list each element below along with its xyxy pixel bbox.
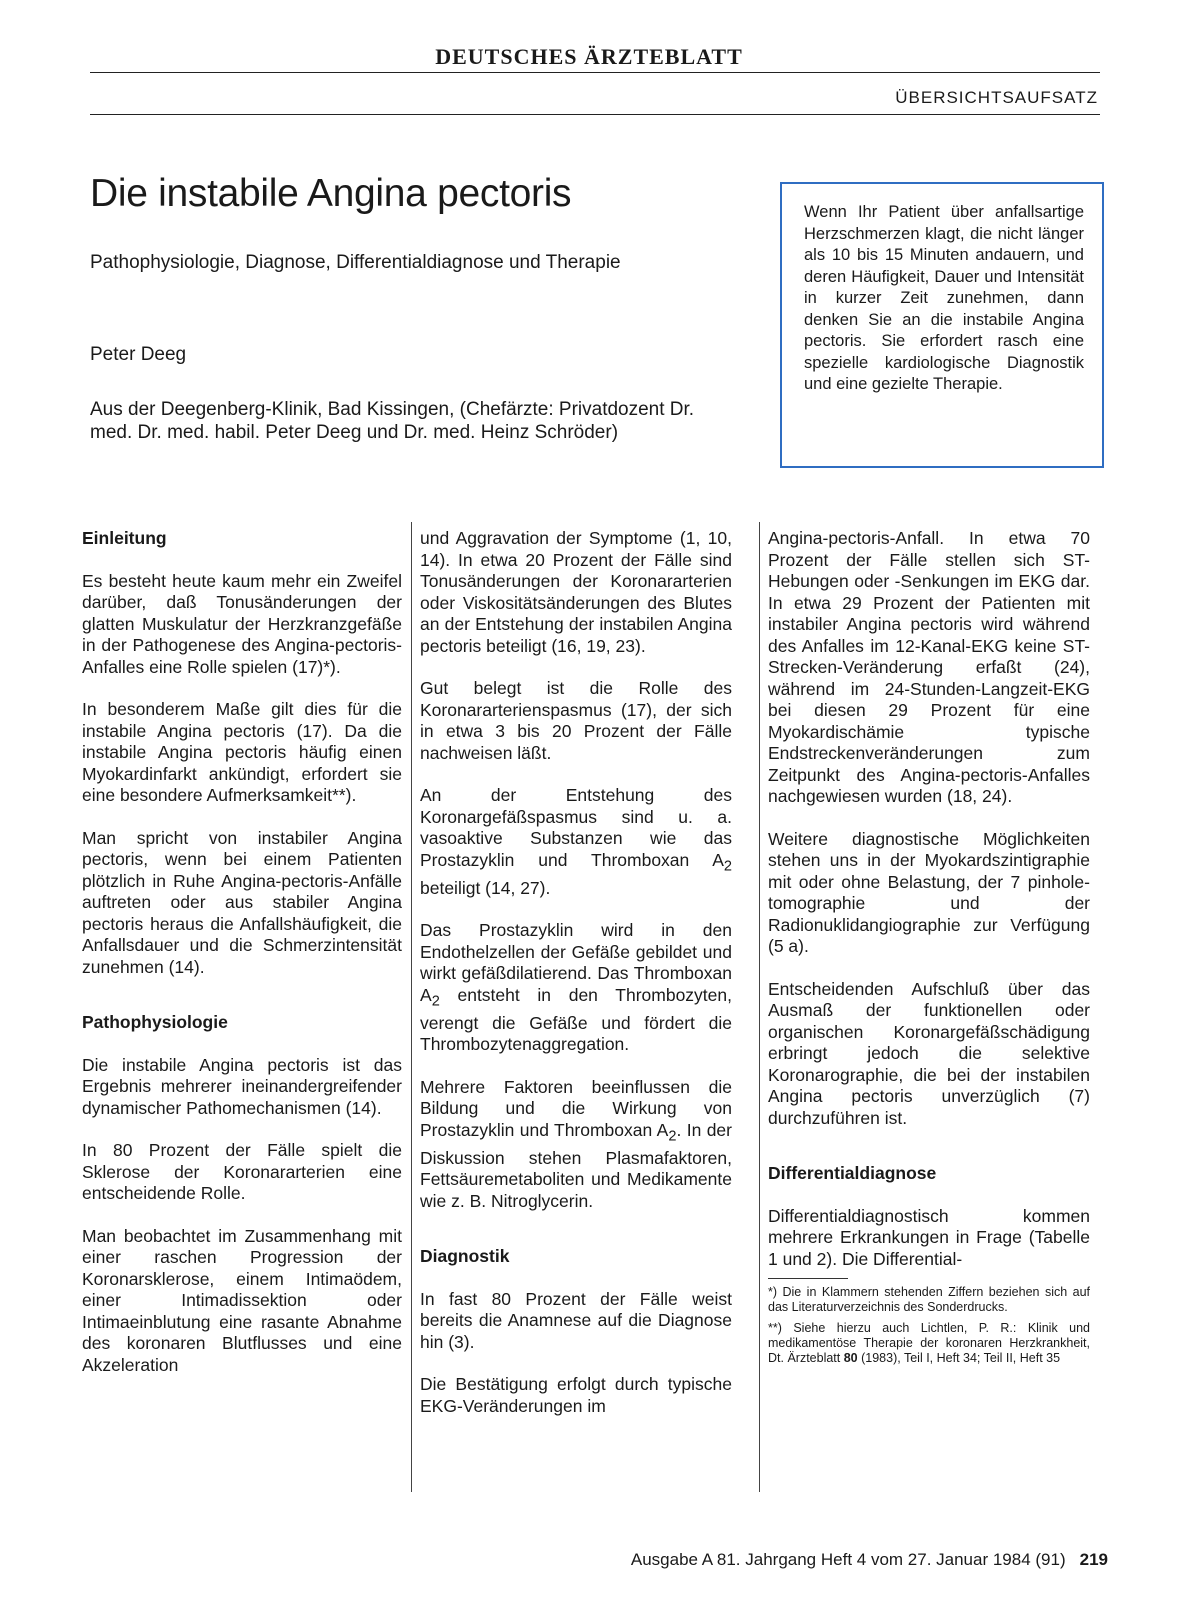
masthead: DEUTSCHES ÄRZTEBLATT <box>435 44 743 69</box>
column-3 <box>768 528 1090 1372</box>
footnotes <box>768 1285 1090 1366</box>
column-divider-1 <box>411 522 412 1492</box>
author-affiliation: Aus der Deegenberg-Klinik, Bad Kissingen, (Chefärzte: Privatdozent Dr. med. Dr. med. habil. Peter Deeg und Dr. med. Heinz Schröder) <box>90 399 695 443</box>
article-title: Die instabile Angina pectoris <box>90 172 572 215</box>
section-label: ÜBERSICHTSAUFSATZ <box>895 88 1098 107</box>
page-footer <box>631 1550 1108 1570</box>
paragraph: Man spricht von instabiler Angina pectoris, wenn bei einem Patienten plötzlich in Ruhe Angina-pectoris-Anfälle auftreten oder aus stabiler Angina pectoris heraus die Anfallshäufigkeit, die Anfallsdauer und die Schmerzintensität zunehmen (14). <box>82 827 402 977</box>
paragraph <box>420 1077 732 1213</box>
subscript: 2 <box>723 858 732 874</box>
paragraph: Angina-pectoris-Anfall. In etwa 70 Prozent der Fälle stellen sich ST-Hebungen oder -Senkungen im EKG dar. In etwa 29 Prozent der Patienten mit instabiler Angina pectoris wird während des Anfalles im 12-Kanal-EKG keine ST-Strecken-Veränderung erfaßt (24), während im 24-Stunden-Langzeit-EKG bei diesen 29 Prozent für eine Myokardischämie typische Endstreckenveränderungen zum Zeitpunkt des Angina-pectoris-Anfalles nachgewiesen wurden (18, 24). <box>768 528 1090 806</box>
paragraph <box>420 785 732 899</box>
heading-differentialdiagnose: Differentialdiagnose <box>768 1163 937 1183</box>
heading-einleitung: Einleitung <box>82 528 167 548</box>
column-divider-2 <box>759 522 760 1492</box>
text-run: (1983), Teil I, Heft 34; Teil II, Heft 35 <box>857 1351 1061 1365</box>
subscript: 2 <box>668 1128 677 1144</box>
paragraph: Gut belegt ist die Rolle des Koronararterienspasmus (17), der sich in etwa 3 bis 20 Prozent der Fälle nachweisen läßt. <box>420 678 732 763</box>
footnote-2 <box>768 1321 1090 1366</box>
text-run-bold: 80 <box>843 1351 858 1365</box>
page-number: 219 <box>1079 1550 1108 1569</box>
footnote-rule <box>768 1278 848 1279</box>
paragraph: In besonderem Maße gilt dies für die instabile Angina pectoris (17). Da die instabile Angina pectoris häufig einen Myokardinfarkt ankündigt, erfordert sie eine besondere Aufmerksamkeit**). <box>82 699 402 805</box>
paragraph: Man beobachtet im Zusammenhang mit einer raschen Progression der Koronarsklerose, einem Intimaödem, einer Intimadissektion oder Intimaeinblutung eine rasante Abnahme des koronaren Blutflusses und eine Akzeleration <box>82 1225 402 1375</box>
article-subtitle: Pathophysiologie, Diagnose, Differentialdiagnose und Therapie <box>90 252 621 273</box>
text-run: An der Entstehung des Koronargefäßspasmus sind u. a. vasoaktive Substanzen wie das Prostazyklin und Thromboxan A <box>420 785 732 870</box>
paragraph: Die Bestätigung erfolgt durch typische EKG-Veränderungen im <box>420 1374 732 1416</box>
issue-info: Ausgabe A 81. Jahrgang Heft 4 vom 27. Januar 1984 (91) <box>630 1550 1066 1569</box>
section-rule <box>90 114 1100 115</box>
summary-box <box>780 182 1104 468</box>
footnote-1: *) Die in Klammern stehenden Ziffern beziehen sich auf das Literaturverzeichnis des Sonderdrucks. <box>768 1285 1090 1314</box>
text-run: beteiligt (14, 27). <box>420 877 551 898</box>
paragraph: In fast 80 Prozent der Fälle weist bereits die Anamnese auf die Diagnose hin (3). <box>420 1288 732 1352</box>
paragraph <box>420 920 732 1056</box>
text-run: entsteht in den Thrombozyten, verengt die Gefäße und fördert die Thrombozytenaggregation. <box>420 984 732 1054</box>
paragraph: Weitere diagnostische Möglichkeiten stehen uns in der Myokardszintigraphie mit oder ohne Belastung, der 7 pinhole-tomographie und der Radionuklidangiographie zur Verfügung (5 a). <box>768 828 1090 956</box>
paragraph: Differentialdiagnostisch kommen mehrere Erkrankungen in Frage (Tabelle 1 und 2). Die Differential- <box>768 1205 1090 1269</box>
text-run: Mehrere Faktoren beeinflussen die Bildung und die Wirkung von Prostazyklin und Thromboxan A <box>420 1076 732 1140</box>
subscript: 2 <box>431 993 440 1009</box>
text-run: . In der Diskussion stehen Plasmafaktoren, Fettsäuremetaboliten und Medikamente wie z. B. Nitroglycerin. <box>420 1119 732 1211</box>
column-1 <box>82 528 402 1397</box>
paragraph: Die instabile Angina pectoris ist das Ergebnis mehrerer ineinandergreifender dynamischer Pathomechanismen (14). <box>82 1054 402 1118</box>
paragraph: In 80 Prozent der Fälle spielt die Sklerose der Koronararterien eine entscheidende Rolle. <box>82 1140 402 1203</box>
heading-diagnostik: Diagnostik <box>420 1246 510 1266</box>
column-2 <box>420 528 732 1438</box>
paragraph: Entscheidenden Aufschluß über das Ausmaß der funktionellen oder organischen Koronargefäßschädigung erbringt jedoch die selektive Koronarographie, die bei der instabilen Angina pectoris unverzüglich (7) durchzuführen ist. <box>768 978 1090 1128</box>
summary-text: Wenn Ihr Patient über anfallsartige Herzschmerzen klagt, die nicht länger als 10 bis 15 Minuten andauern, und deren Häufigkeit, Dauer und Intensität in kurzer Zeit zunehmen, dann denken Sie an die instabile Angina pectoris. Sie erfordert rasch eine spezielle kardiologische Diagnostik und eine gezielte Therapie. <box>804 203 1084 393</box>
text-run: Das Prostazyklin wird in den Endothelzellen der Gefäße gebildet und wirkt gefäßdilatierend. Das Thromboxan A <box>420 920 732 1005</box>
heading-pathophysiologie: Pathophysiologie <box>82 1012 228 1032</box>
text-run: **) Siehe hierzu auch Lichtlen, P. R.: Klinik und medikamentöse Therapie der koronaren Herzkrankheit, Dt. Ärzteblatt <box>768 1321 1090 1365</box>
masthead-rule <box>90 72 1100 73</box>
article-author: Peter Deeg <box>90 344 187 365</box>
paragraph: Es besteht heute kaum mehr ein Zweifel darüber, daß Tonusänderungen der glatten Muskulatur der Herzkranzgefäße in der Pathogenese des Angina-pectoris-Anfalles eine Rolle spielen (17)*). <box>82 570 402 677</box>
paragraph: und Aggravation der Symptome (1, 10, 14). In etwa 20 Prozent der Fälle sind Tonusänderungen der Koronararterien oder Viskositätsänderungen des Blutes an der Entstehung der instabilen Angina pectoris beteiligt (16, 19, 23). <box>420 528 732 656</box>
